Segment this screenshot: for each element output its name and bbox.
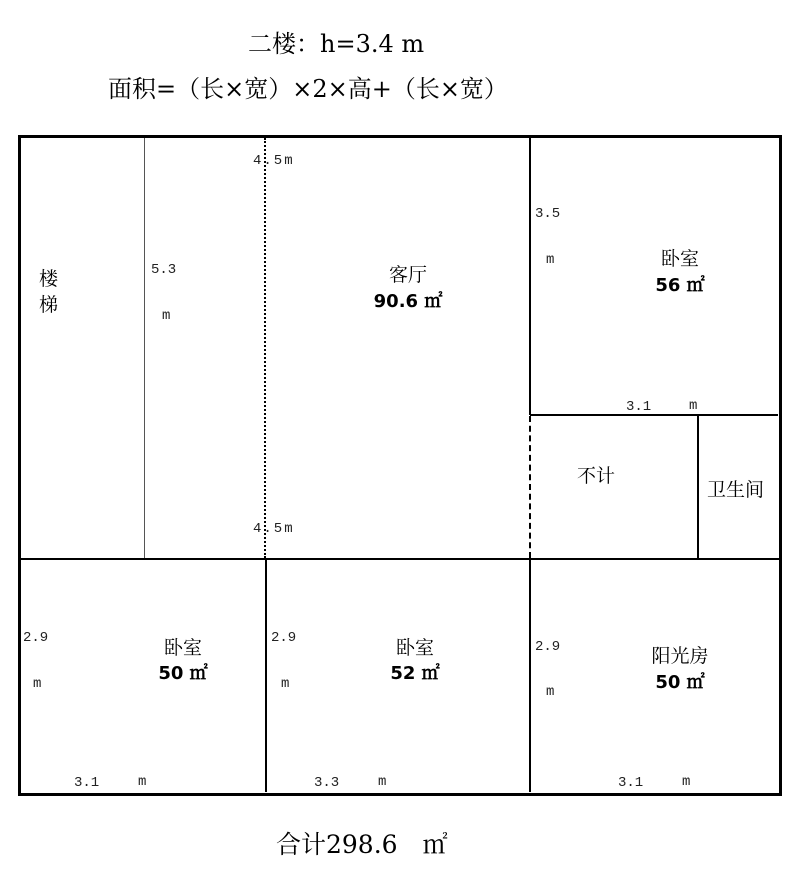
living-room-area: 90.6 ㎡: [373, 291, 443, 312]
sw-bedroom-width-unit: m: [138, 774, 147, 790]
stairs-label-2: 梯: [39, 294, 59, 316]
sw-bedroom-height-unit: m: [33, 676, 42, 692]
living-room-label: 客厅: [388, 264, 427, 286]
dimension-line-height: [144, 138, 145, 558]
bathroom-label: 卫生间: [707, 479, 765, 501]
s-bedroom-height-dim: 2.9: [271, 630, 297, 646]
sunroom-height-unit: m: [546, 684, 555, 700]
total-area: 合计298.6 ㎡: [276, 830, 448, 859]
living-width-bottom: 4.5m: [253, 521, 295, 537]
dashed-wall: [529, 416, 531, 558]
ne-bedroom-area: 56 ㎡: [655, 275, 705, 296]
wall-ne-bedroom-bottom: [530, 414, 778, 416]
living-height-unit: m: [162, 308, 171, 324]
ne-bedroom-width-dim: 3.1: [626, 399, 652, 415]
area-formula: 面积=（长×宽）×2×高+（长×宽）: [108, 75, 508, 103]
sunroom-width-dim: 3.1: [618, 775, 644, 791]
sunroom-height-dim: 2.9: [535, 639, 561, 655]
s-bedroom-height-unit: m: [281, 676, 290, 692]
sunroom-label: 阳光房: [651, 645, 709, 667]
dotted-divider: [264, 138, 266, 558]
sw-bedroom-area: 50 ㎡: [158, 663, 208, 684]
wall-middle-horizontal: [18, 558, 780, 560]
stairs-label-1: 楼: [39, 268, 59, 290]
sw-bedroom-height-dim: 2.9: [23, 630, 49, 646]
living-width-top: 4.5m: [253, 153, 295, 169]
s-bedroom-width-dim: 3.3: [314, 775, 340, 791]
wall-vertical-south: [265, 559, 267, 792]
ne-bedroom-height-unit: m: [546, 252, 555, 268]
sunroom-area: 50 ㎡: [655, 672, 705, 693]
wall-vertical-east-lower: [529, 559, 531, 792]
ne-bedroom-label: 卧室: [660, 248, 699, 270]
wall-vertical-east: [529, 135, 531, 415]
living-height-dim: 5.3: [151, 262, 177, 278]
ne-bedroom-height-dim: 3.5: [535, 206, 561, 222]
sw-bedroom-width-dim: 3.1: [74, 775, 100, 791]
sw-bedroom-label: 卧室: [163, 637, 202, 659]
s-bedroom-label: 卧室: [395, 637, 434, 659]
excluded-area-label: 不计: [577, 465, 616, 487]
outer-wall: [18, 135, 782, 796]
s-bedroom-width-unit: m: [378, 774, 387, 790]
s-bedroom-area: 52 ㎡: [390, 663, 440, 684]
sunroom-width-unit: m: [682, 774, 691, 790]
ne-bedroom-width-unit: m: [689, 398, 698, 414]
wall-bathroom: [697, 415, 699, 559]
floor-title: 二楼：h=3.4 m: [248, 30, 425, 58]
